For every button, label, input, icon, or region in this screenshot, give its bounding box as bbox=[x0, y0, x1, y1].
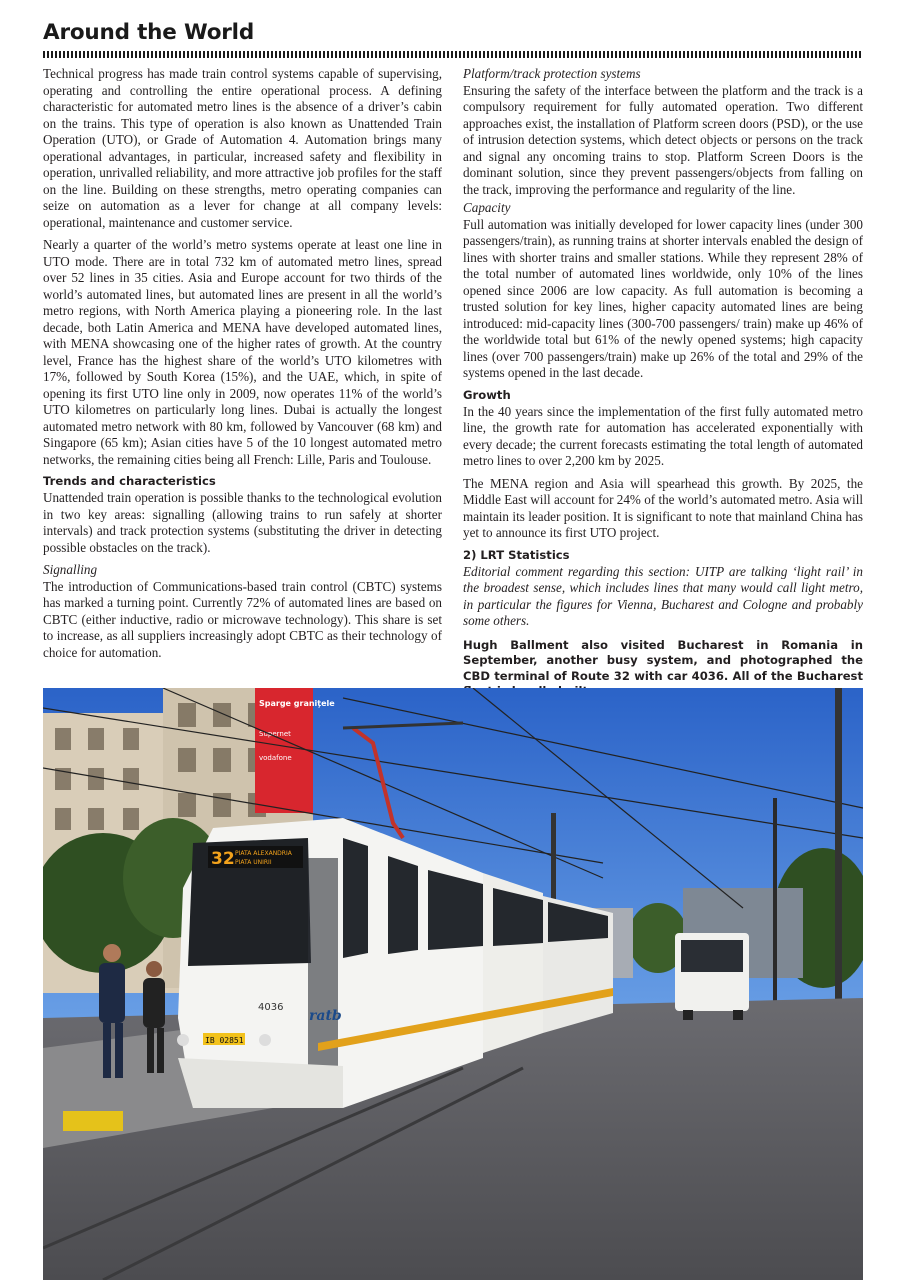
bus bbox=[675, 933, 749, 1020]
destination-line-1: PIATA ALEXANDRIA bbox=[235, 850, 292, 857]
billboard-brand: vodafone bbox=[259, 754, 292, 762]
billboard-subline: Supernet bbox=[259, 730, 291, 738]
number-plate: IB 02851 bbox=[205, 1036, 244, 1045]
growth-heading: Growth bbox=[463, 387, 511, 402]
fleet-number: 4036 bbox=[258, 1002, 284, 1013]
mena-paragraph: The MENA region and Asia will spearhead this growth. By 2025, the Middle East will account for 24% of the world’s automated metro. Asia will maintain its leader position. It is significant to note that mainland China has yet to announce its first UTO project. bbox=[463, 475, 863, 540]
platform-paragraph: Ensuring the safety of the interface between the platform and the track is a compulsory requirement for fully automated operation. Two different approaches exist, the installation of Platform screen doors (PSD), or the use of intrusion detection systems, which detect objects or persons on the track and signal any oncoming trains to stop. Platform Screen Doors is the dominant solution, since they prevent passengers/objects from falling on the track, improving the performance and regularity of the line. bbox=[463, 82, 863, 197]
operator-logo: ratb bbox=[309, 1008, 342, 1024]
left-column bbox=[43, 66, 442, 667]
capacity-paragraph: Full automation was initially developed for lower capacity lines (under 300 passengers/train), as running trains at shorter intervals enabled the design of lines with shorter trains and smaller stations. While they represent 28% of the total number of automated lines worldwide, only 10% of the lines opened since 2006 are low capacity. As full automation is becoming a trusted solution for key lines, higher capacity automated lines are being introduced: mid-capacity lines (300-700 passengers/ train) make up 46% of the worldwide total but 61% of the newly opened systems; high capacity lines (over 700 passengers/train) make up 26% of the total and 29% of the systems opened in the last decade. bbox=[463, 216, 863, 380]
photo-caption: Hugh Ballment also visited Bucharest in Romania in September, another busy system, and photographed the CBD terminal of Route 32 with car 4036. All of the Bucharest bbox=[463, 637, 863, 683]
kerb-marking bbox=[63, 1111, 123, 1131]
intro-paragraph: Technical progress has made train control systems capable of supervising, operating and controlling the entire operational process. A defining characteristic for automated metro lines is the absence of a driver’s cabin on the trains. This type of operation is also known as Unattended Train Operation (UTO), or Grade of Automation 4. Automation brings many operational advantages, in particular, increased safety and flexibility in operation, unrivalled reliability, and more attractive job profiles for the staff on the line. Building on these strengths, metro operating companies can seize on automation as a lever for change at all company levels: operational, maintenance and customer service. bbox=[43, 66, 442, 230]
uto-statistics-paragraph: Nearly a quarter of the world’s metro systems operate at least one line in UTO mode. There are in total 732 km of automated metro lines, spread over 52 lines in 35 cities. Asia and Europe account for two thirds of the world’s automated lines, but automated lines are present in all the world’s metro regions, with North America playing a pioneering role. In the last decade, both Latin America and MENA have developed automated lines, with MENA showcasing one of the higher rates of growth. At the country level, France has the highest share of the world’s UTO kilometres with 17%, followed by South Korea (15%), and the UAE, which, in spite of opening its first UTO line only in 2009, now operates 11% of the world’s UTO kilometres on particularly long lines. Dubai is actually the longest automated metro network with 80 km, followed by Vancouver (68 km) and Singapore (65 km); Asian cities have 5 of the 10 longest automated metro networks, the remaining cities being all French: Lille, Paris and Toulouse. bbox=[43, 237, 442, 467]
platform-heading: Platform/track protection systems bbox=[463, 66, 641, 81]
signalling-heading: Signalling bbox=[43, 562, 98, 577]
trends-heading: Trends and characteristics bbox=[43, 474, 216, 488]
signalling-paragraph: The introduction of Communications-based train control (CBTC) systems has marked a turning point. Currently 72% of automated lines are based on CBTC (either inductive, radio or microwave technology). This share is set to increase, as all suppliers increasingly adopt CBTC as their technology of choice for automation. bbox=[43, 578, 442, 660]
growth-paragraph: In the 40 years since the implementation of the first fully automated metro line, the growth rate for automation has accelerated exponentially with every decade; the current forecasts estimating the total length of automated metro lines to over 2,200 km by 2025. bbox=[463, 403, 863, 468]
dotted-rule bbox=[43, 51, 863, 58]
editorial-comment: Editorial comment regarding this section: UITP are talking ‘light rail’ in the broadest sense, which includes lines that many would call light metro, in particular the figures for Vienna, Bucharest and Cologne and probably some others. bbox=[463, 563, 863, 628]
route-number: 32 bbox=[211, 849, 235, 869]
right-column bbox=[463, 66, 863, 700]
lrt-heading: 2) LRT Statistics bbox=[463, 547, 570, 562]
destination-line-2: PIATA UNIRII bbox=[235, 859, 272, 866]
billboard-headline: Sparge graniţele bbox=[259, 699, 335, 708]
page-title: Around the World bbox=[43, 20, 255, 45]
tram-photo bbox=[43, 688, 863, 1280]
trends-paragraph: Unattended train operation is possible thanks to the technological evolution in two key areas: signalling (allowing trains to run safely at shorter intervals) and track protection systems (substituting the driver in detecting possible obstacles on the track). bbox=[43, 490, 442, 555]
capacity-heading: Capacity bbox=[463, 200, 511, 215]
